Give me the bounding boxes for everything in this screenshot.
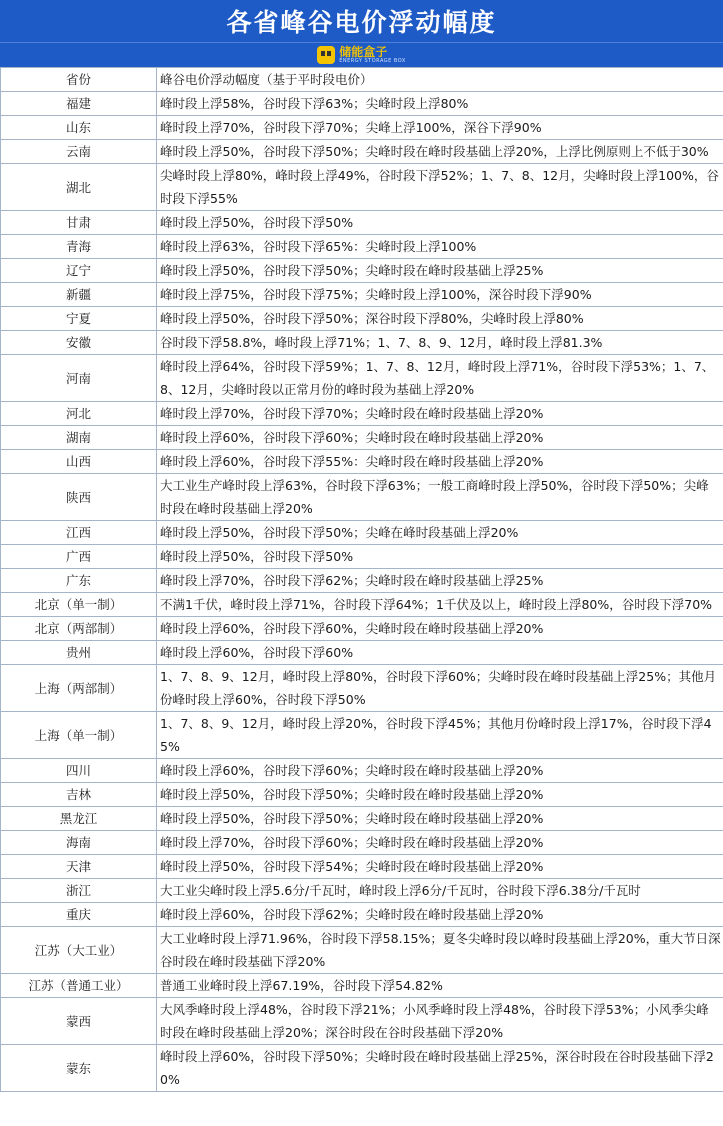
province-cell: 江苏（普通工业） — [1, 974, 157, 998]
table-row — [1, 355, 723, 402]
province-cell: 天津 — [1, 855, 157, 879]
description-cell: 大工业尖峰时段上浮5.6分/千瓦时，峰时段上浮6分/千瓦时，谷时段下浮6.38分/千瓦时 — [157, 879, 723, 903]
province-cell: 云南 — [1, 140, 157, 164]
province-cell: 宁夏 — [1, 307, 157, 331]
description-cell: 普通工业峰时段上浮67.19%，谷时段下浮54.82% — [157, 974, 723, 998]
description-cell: 峰时段上浮50%，谷时段下浮54%；尖峰时段在峰时段基础上浮20% — [157, 855, 723, 879]
table-row — [1, 450, 723, 474]
province-cell: 北京（两部制） — [1, 617, 157, 641]
table-row — [1, 855, 723, 879]
description-cell: 峰时段上浮50%，谷时段下浮50%；尖峰时段在峰时段基础上浮20%，上浮比例原则上不低于30% — [157, 140, 723, 164]
province-cell: 浙江 — [1, 879, 157, 903]
table-row — [1, 402, 723, 426]
page-title: 各省峰谷电价浮动幅度 — [226, 8, 497, 37]
table-row — [1, 474, 723, 521]
description-cell: 峰时段上浮70%，谷时段下浮70%；尖峰时段在峰时段基础上浮20% — [157, 402, 723, 426]
province-cell: 青海 — [1, 235, 157, 259]
description-cell: 1、7、8、9、12月，峰时段上浮20%，谷时段下浮45%；其他月份峰时段上浮17%，谷时段下浮45% — [157, 712, 723, 759]
table-row — [1, 307, 723, 331]
province-cell: 河北 — [1, 402, 157, 426]
description-cell: 峰时段上浮60%，谷时段下浮60%，尖峰时段在峰时段基础上浮20% — [157, 617, 723, 641]
table-row — [1, 92, 723, 116]
table-row — [1, 903, 723, 927]
province-cell: 江西 — [1, 521, 157, 545]
table-row — [1, 807, 723, 831]
province-cell: 海南 — [1, 831, 157, 855]
table-row — [1, 545, 723, 569]
description-cell: 峰时段上浮70%，谷时段下浮70%；尖峰上浮100%，深谷下浮90% — [157, 116, 723, 140]
brand-logo — [339, 46, 406, 64]
description-cell: 峰时段上浮60%，谷时段下浮60% — [157, 641, 723, 665]
description-cell: 峰时段上浮58%，谷时段下浮63%；尖峰时段上浮80% — [157, 92, 723, 116]
description-cell: 峰时段上浮50%，谷时段下浮50%；尖峰时段在峰时段基础上浮25% — [157, 259, 723, 283]
table-row — [1, 783, 723, 807]
province-cell: 江苏（大工业） — [1, 927, 157, 974]
description-cell: 1、7、8、9、12月，峰时段上浮80%，谷时段下浮60%；尖峰时段在峰时段基础上浮25%；其他月份峰时段上浮60%，谷时段下浮50% — [157, 665, 723, 712]
table-row — [1, 712, 723, 759]
description-cell: 峰时段上浮50%，谷时段下浮50%；尖峰时段在峰时段基础上浮20% — [157, 807, 723, 831]
description-cell: 峰时段上浮60%，谷时段下浮62%；尖峰时段在峰时段基础上浮20% — [157, 903, 723, 927]
table-row — [1, 1045, 723, 1092]
price-table — [0, 67, 723, 1092]
description-cell: 不满1千伏，峰时段上浮71%，谷时段下浮64%；1千伏及以上，峰时段上浮80%，谷时段下浮70% — [157, 593, 723, 617]
description-cell: 峰时段上浮50%，谷时段下浮50%；尖峰在峰时段基础上浮20% — [157, 521, 723, 545]
province-cell: 贵州 — [1, 641, 157, 665]
column-header-description: 峰谷电价浮动幅度（基于平时段电价） — [157, 68, 723, 92]
table-row — [1, 879, 723, 903]
province-cell: 河南 — [1, 355, 157, 402]
brand-subtitle: ENERGY STORAGE BOX — [339, 58, 406, 64]
table-row — [1, 331, 723, 355]
description-cell: 峰时段上浮75%，谷时段下浮75%；尖峰时段上浮100%，深谷时段下浮90% — [157, 283, 723, 307]
robot-logo-icon — [317, 46, 335, 64]
province-cell: 陕西 — [1, 474, 157, 521]
description-cell: 峰时段上浮50%，谷时段下浮50%；尖峰时段在峰时段基础上浮20% — [157, 783, 723, 807]
table-row — [1, 426, 723, 450]
description-cell: 尖峰时段上浮80%，峰时段上浮49%，谷时段下浮52%；1、7、8、12月，尖峰时段上浮100%，谷时段下浮55% — [157, 164, 723, 211]
province-cell: 吉林 — [1, 783, 157, 807]
province-cell: 山西 — [1, 450, 157, 474]
province-cell: 广西 — [1, 545, 157, 569]
province-cell: 安徽 — [1, 331, 157, 355]
description-cell: 峰时段上浮70%，谷时段下浮60%；尖峰时段在峰时段基础上浮20% — [157, 831, 723, 855]
title-banner — [0, 0, 723, 42]
table-row — [1, 259, 723, 283]
table-row — [1, 998, 723, 1045]
description-cell: 峰时段上浮60%，谷时段下浮60%；尖峰时段在峰时段基础上浮20% — [157, 759, 723, 783]
province-cell: 甘肃 — [1, 211, 157, 235]
table-row — [1, 974, 723, 998]
brand-name: 储能盒子 — [339, 45, 388, 59]
description-cell: 峰时段上浮60%，谷时段下浮60%；尖峰时段在峰时段基础上浮20% — [157, 426, 723, 450]
province-cell: 辽宁 — [1, 259, 157, 283]
description-cell: 谷时段下浮58.8%，峰时段上浮71%；1、7、8、9、12月，峰时段上浮81.3% — [157, 331, 723, 355]
table-row — [1, 759, 723, 783]
table-row — [1, 593, 723, 617]
province-cell: 湖北 — [1, 164, 157, 211]
description-cell: 峰时段上浮60%，谷时段下浮55%：尖峰时段在峰时段基础上浮20% — [157, 450, 723, 474]
table-header-row — [1, 68, 723, 92]
province-cell: 北京（单一制） — [1, 593, 157, 617]
table-row — [1, 140, 723, 164]
province-cell: 山东 — [1, 116, 157, 140]
province-cell: 黑龙江 — [1, 807, 157, 831]
province-cell: 蒙东 — [1, 1045, 157, 1092]
description-cell: 峰时段上浮64%，谷时段下浮59%；1、7、8、12月，峰时段上浮71%，谷时段下浮53%；1、7、8、12月，尖峰时段以正常月份的峰时段为基础上浮20% — [157, 355, 723, 402]
table-row — [1, 617, 723, 641]
province-cell: 上海（单一制） — [1, 712, 157, 759]
description-cell: 峰时段上浮63%，谷时段下浮65%：尖峰时段上浮100% — [157, 235, 723, 259]
province-cell: 新疆 — [1, 283, 157, 307]
province-cell: 重庆 — [1, 903, 157, 927]
description-cell: 峰时段上浮70%，谷时段下浮62%；尖峰时段在峰时段基础上浮25% — [157, 569, 723, 593]
table-row — [1, 211, 723, 235]
table-row — [1, 164, 723, 211]
table-row — [1, 116, 723, 140]
table-row — [1, 521, 723, 545]
table-row — [1, 641, 723, 665]
table-row — [1, 235, 723, 259]
province-cell: 四川 — [1, 759, 157, 783]
brand-bar — [0, 42, 723, 67]
province-cell: 蒙西 — [1, 998, 157, 1045]
description-cell: 峰时段上浮50%，谷时段下浮50%；深谷时段下浮80%，尖峰时段上浮80% — [157, 307, 723, 331]
column-header-province: 省份 — [1, 68, 157, 92]
description-cell: 峰时段上浮50%，谷时段下浮50% — [157, 211, 723, 235]
province-cell: 湖南 — [1, 426, 157, 450]
description-cell: 峰时段上浮50%，谷时段下浮50% — [157, 545, 723, 569]
province-cell: 福建 — [1, 92, 157, 116]
description-cell: 大工业峰时段上浮71.96%，谷时段下浮58.15%；夏冬尖峰时段以峰时段基础上浮20%，重大节日深谷时段在峰时段基础下浮20% — [157, 927, 723, 974]
province-cell: 广东 — [1, 569, 157, 593]
description-cell: 峰时段上浮60%，谷时段下浮50%；尖峰时段在峰时段基础上浮25%，深谷时段在谷时段基础下浮20% — [157, 1045, 723, 1092]
table-row — [1, 831, 723, 855]
table-row — [1, 569, 723, 593]
table-row — [1, 283, 723, 307]
table-row — [1, 665, 723, 712]
province-cell: 上海（两部制） — [1, 665, 157, 712]
table-row — [1, 927, 723, 974]
description-cell: 大工业生产峰时段上浮63%，谷时段下浮63%；一般工商峰时段上浮50%，谷时段下浮50%；尖峰时段在峰时段基础上浮20% — [157, 474, 723, 521]
description-cell: 大风季峰时段上浮48%，谷时段下浮21%；小风季峰时段上浮48%，谷时段下浮53%；小风季尖峰时段在峰时段基础上浮20%；深谷时段在谷时段基础下浮20% — [157, 998, 723, 1045]
